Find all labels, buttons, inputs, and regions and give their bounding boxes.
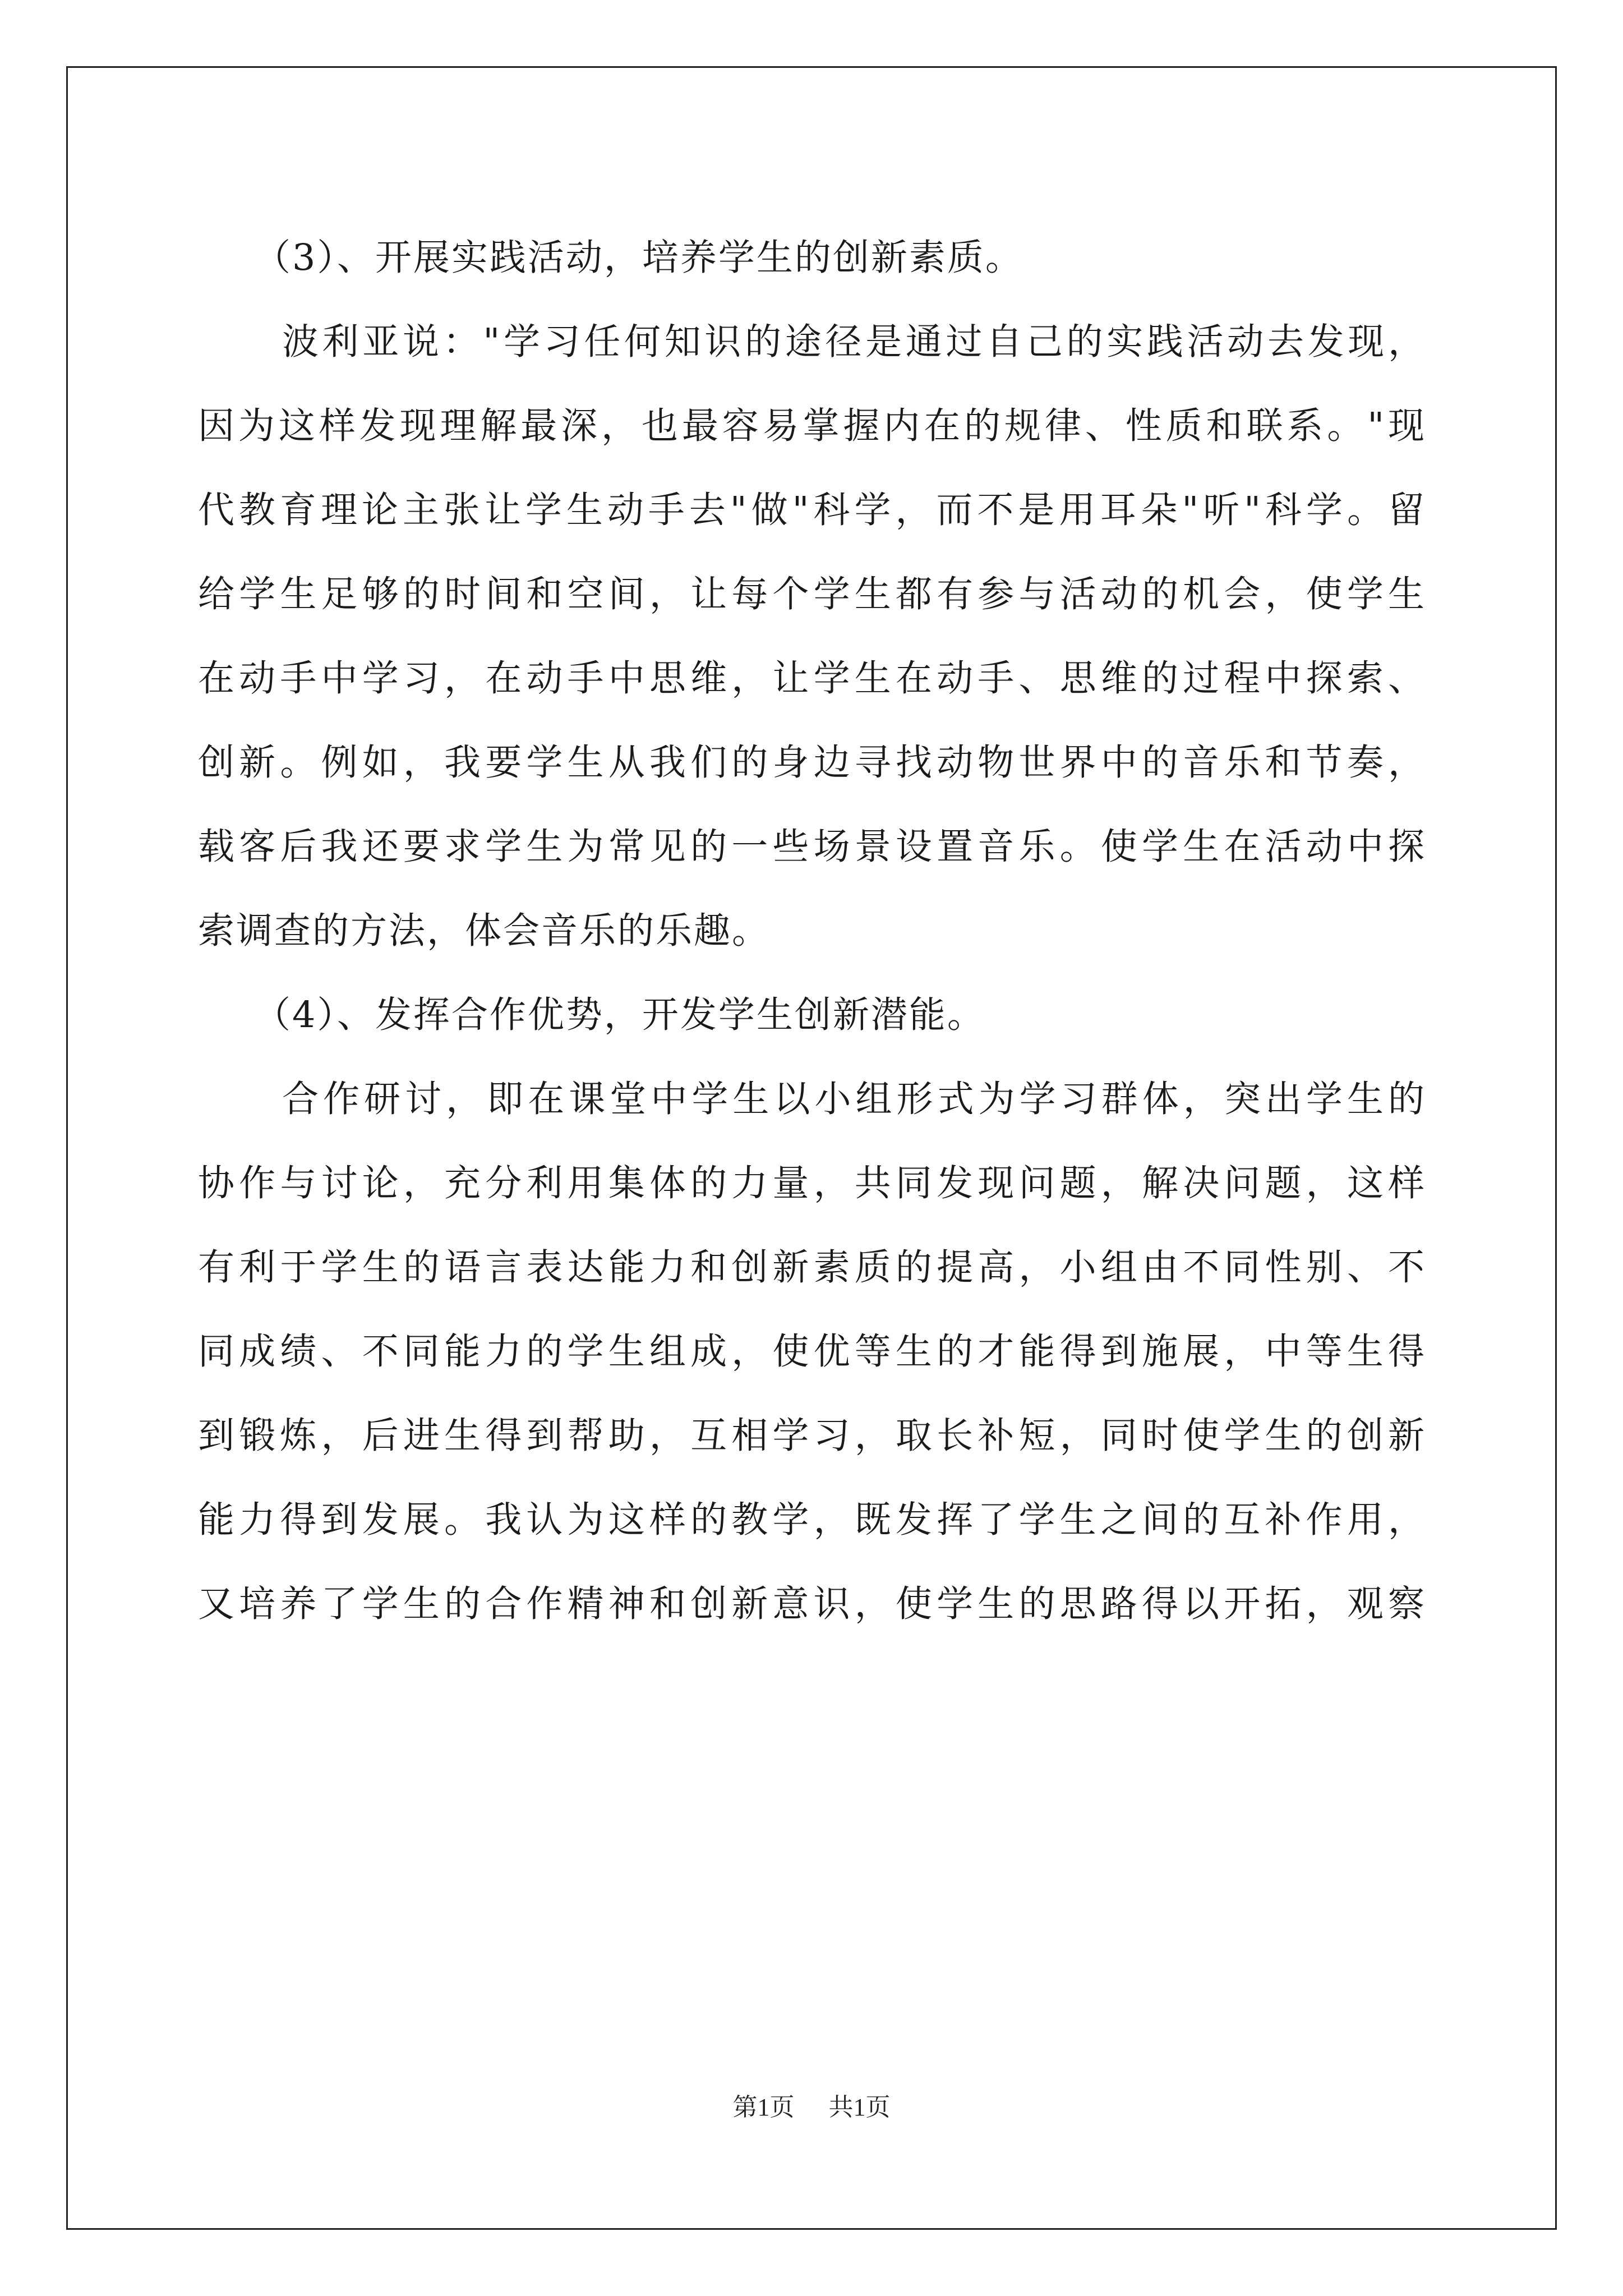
paragraph-line: 有利于学生的语言表达能力和创新素质的提高，小组由不同性别、不 [198,1246,1426,1289]
page-total: 共1页 [828,2093,891,2121]
paragraph-line: 波利亚说："学习任何知识的途径是通过自己的实践活动去发现， [282,321,1426,363]
page-footer [0,2087,1623,2123]
paragraph-line: 给学生足够的时间和空间，让每个学生都有参与活动的机会，使学生 [198,573,1426,615]
paragraph-line: 载客后我还要求学生为常见的一些场景设置音乐。使学生在活动中探 [198,826,1426,868]
paragraph-line: 创新。例如，我要学生从我们的身边寻找动物世界中的音乐和节奏， [198,742,1426,784]
paragraph-line: 同成绩、不同能力的学生组成，使优等生的才能得到施展，中等生得 [198,1331,1426,1373]
section-heading-3: （3）、开展实践活动，培养学生的创新素质。 [254,237,1023,279]
page-number: 第1页 [732,2093,795,2121]
paragraph-line: 又培养了学生的合作精神和创新意识，使学生的思路得以开拓，观察 [198,1583,1426,1625]
document-body [198,216,1426,1646]
paragraph-line: 在动手中学习，在动手中思维，让学生在动手、思维的过程中探索、 [198,657,1426,700]
paragraph-line: 协作与讨论，充分利用集体的力量，共同发现问题，解决问题，这样 [198,1162,1426,1204]
section-heading-4: （4）、发挥合作优势，开发学生创新潜能。 [254,994,985,1036]
paragraph-line: 因为这样发现理解最深，也最容易掌握内在的规律、性质和联系。"现 [198,405,1426,447]
paragraph-line: 索调查的方法，体会音乐的乐趣。 [198,910,771,952]
paragraph-line: 合作研讨，即在课堂中学生以小组形式为学习群体，突出学生的 [282,1078,1426,1120]
paragraph-line: 能力得到发展。我认为这样的教学，既发挥了学生之间的互补作用， [198,1499,1426,1541]
paragraph-line: 代教育理论主张让学生动手去"做"科学，而不是用耳朵"听"科学。留 [198,489,1426,531]
paragraph-line: 到锻炼，后进生得到帮助，互相学习，取长补短，同时使学生的创新 [198,1415,1426,1457]
